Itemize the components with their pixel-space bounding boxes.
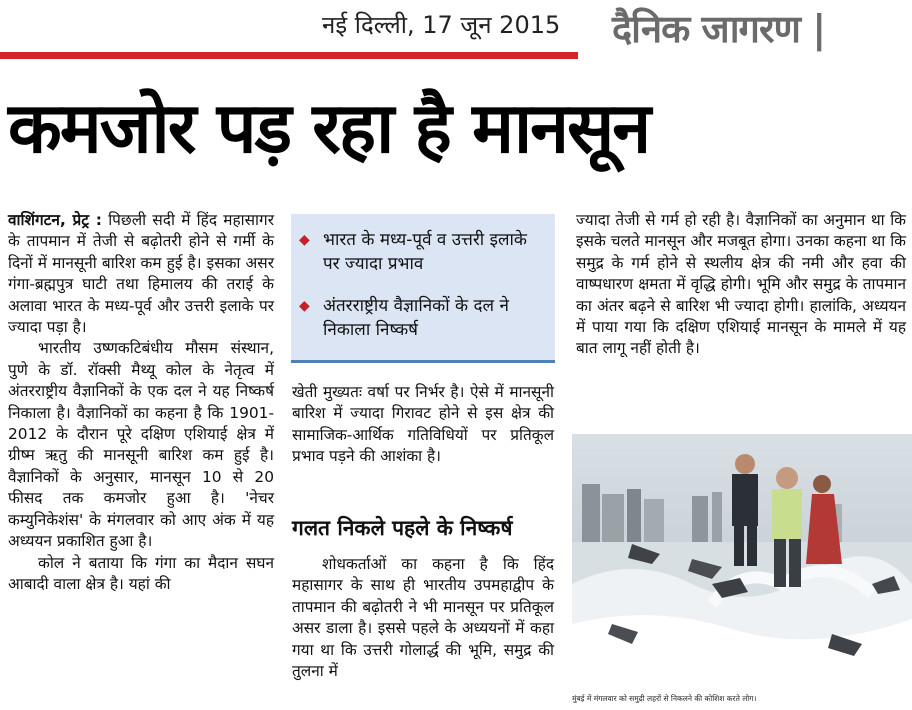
paragraph: कोल ने बताया कि गंगा का मैदान सघन आबादी वाला क्षेत्र है। यहां की [8,553,274,593]
diamond-bullet-icon: ◆ [299,232,310,248]
highlight-item [301,228,541,276]
diamond-bullet-icon: ◆ [299,298,310,314]
news-photo [572,434,912,690]
article-column-2-continued [292,554,554,682]
article-column-1 [8,210,274,595]
photo-caption: मुंबई में मंगलवार को समुद्री लहरों से निकलने की कोशिश करते लोग। [572,694,757,703]
paragraph [8,210,274,338]
subheading: गलत निकले पहले के निष्कर्ष [292,516,513,540]
headline: कमजोर पड़ रहा है मानसून [8,87,650,169]
highlights-box [291,214,555,363]
paragraph-text: पिछली सदी में हिंद महासागर के तापमान में तेजी से बढ़ोतरी होने से गर्मी के दिनों में मानसूनी बारिश कम हुई है। इसका असर गंगा-ब्रह्मपुत्र घाटी तथा हिमालय की तराई के अलावा भारत के मध्य-पूर्व और उत्तरी इलाके पर ज्यादा पड़ा है। [8,211,274,337]
highlight-text: भारत के मध्य-पूर्व व उत्तरी इलाके पर ज्यादा प्रभाव [323,230,527,274]
paragraph: शोधकर्ताओं का कहना है कि हिंद महासागर के साथ ही भारतीय उपमहाद्वीप के तापमान की बढ़ोतरी ने भी मानसून पर प्रतिकूल असर डाला है। इससे पहले के अध्ययनों में कहा गया था कि उत्तरी गोलार्द्ध की भूमि, समुद्र की तुलना में [292,555,554,681]
paragraph: भारतीय उष्णकटिबंधीय मौसम संस्थान, पुणे के डॉ. रॉक्सी मैथ्यू कोल के नेतृत्व में अंतरराष्ट्रीय वैज्ञानिकों के एक दल ने यह निष्कर्ष निकाला है। वैज्ञानिकों का कहना है कि 1901-2012 के दौरान पूरे दक्षिण एशियाई क्षेत्र में ग्रीष्म ऋतु की मानसूनी बारिश कम हुई है। वैज्ञानिकों के अनुसार, मानसून 10 से 20 फीसद तक कमजोर हुआ है। 'नेचर कम्युनिकेशंस' के मंगलवार को आए अंक में यह अध्ययन प्रकाशित हुआ है। [8,339,274,551]
highlight-text: अंतरराष्ट्रीय वैज्ञानिकों के दल ने निकाला निष्कर्ष [323,296,509,340]
article-column-2 [292,382,554,468]
article-column-3 [576,210,906,360]
placeline: वाशिंगटन, प्रेट्र : [8,211,102,229]
paragraph: खेती मुख्यतः वर्षा पर निर्भर है। ऐसे में मानसूनी बारिश में ज्यादा गिरावट होने से इस क्षेत्र की सामाजिक-आर्थिक गतिविधियों पर प्रतिकूल प्रभाव पड़ने की आशंका है। [292,383,554,466]
newspaper-masthead: दैनिक जागरण | [612,7,826,51]
paragraph: ज्यादा तेजी से गर्म हो रही है। वैज्ञानिकों का अनुमान था कि इसके चलते मानसून और मजबूत होगा। उनका कहना था कि समुद्र के गर्म होने से स्थलीय क्षेत्र की नमी और हवा की वाष्पधारण क्षमता में वृद्धि होगी। भूमि और समुद्र के तापमान का अंतर बढ़ने से बारिश भी ज्यादा होगी। हालांकि, अध्ययन में पाया गया कि दक्षिण एशियाई मानसून के मामले में यह बात लागू नहीं होती है। [576,211,906,358]
photo-illustration [572,434,912,690]
red-rule [0,52,578,59]
dateline: नई दिल्ली, 17 जून 2015 [322,11,561,39]
highlight-item [301,294,541,342]
